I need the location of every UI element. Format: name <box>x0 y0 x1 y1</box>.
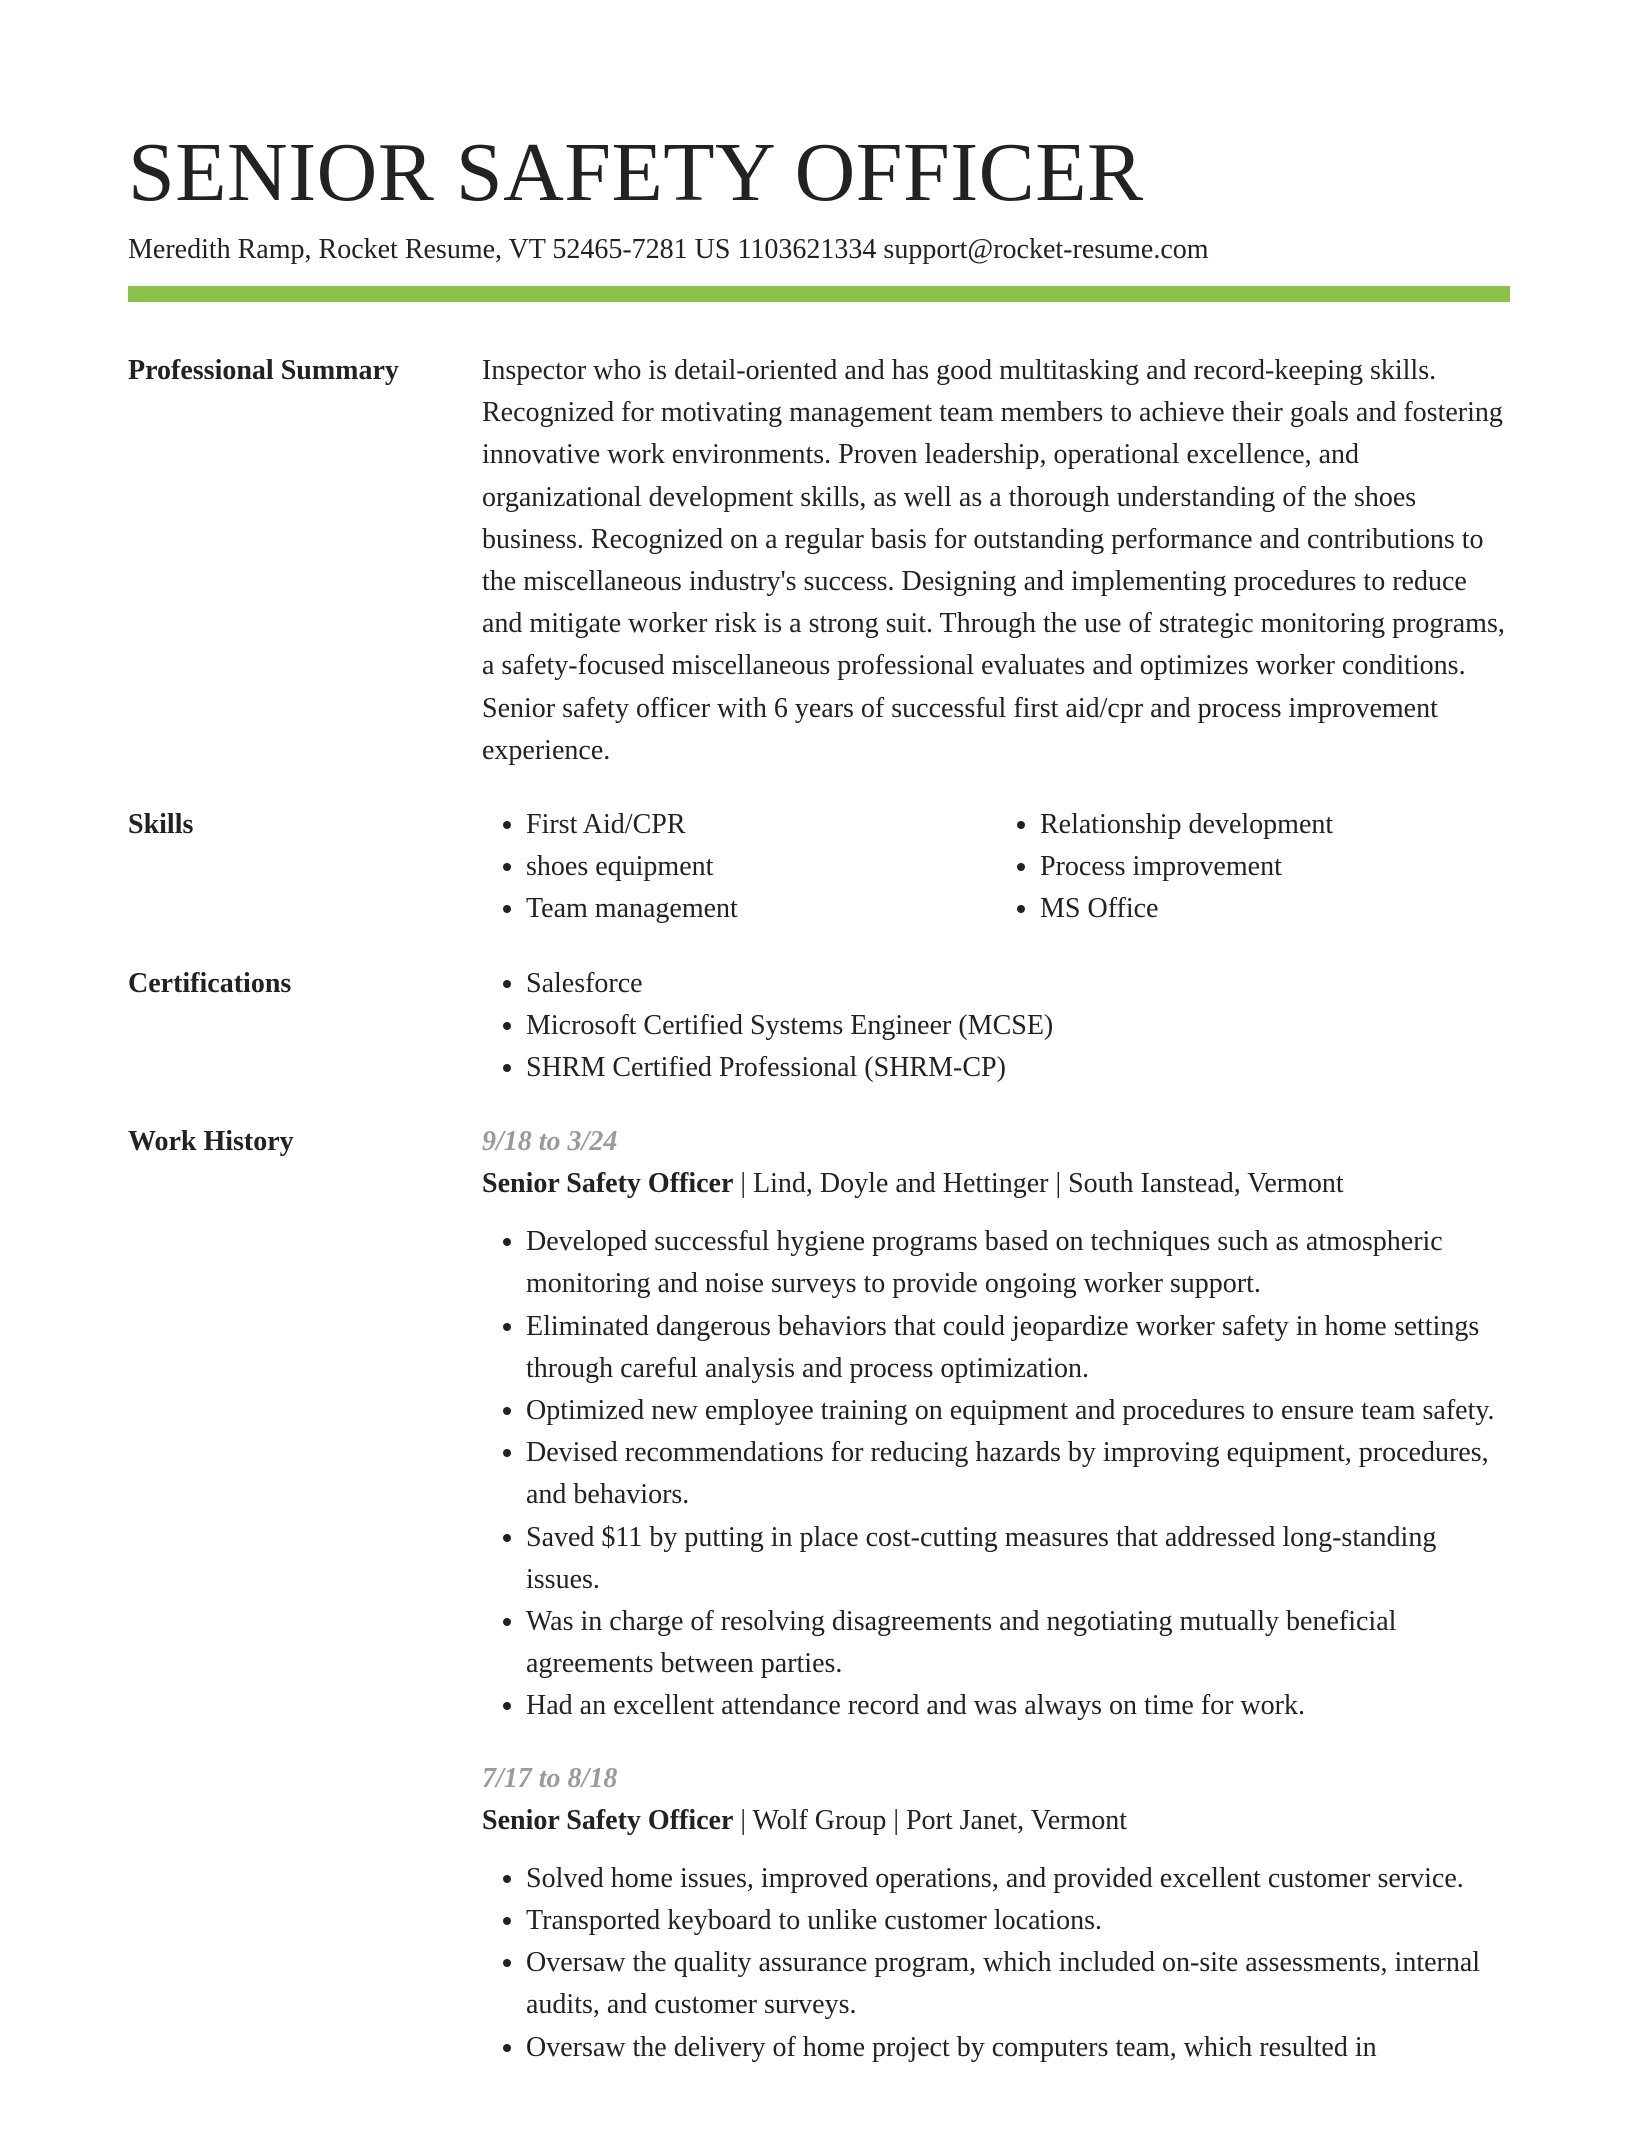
certification-item: • Salesforce <box>526 963 1510 1005</box>
job-heading <box>482 1163 1510 1205</box>
job-dates: 9/18 to 3/24 <box>482 1126 618 1158</box>
job-bullet: • Solved home issues, improved operations, and provided excellent customer service. <box>526 1858 1510 1900</box>
certification-item: • Microsoft Certified Systems Engineer (MCSE) <box>526 1005 1510 1047</box>
job-entry <box>482 1121 1510 1727</box>
skills-section <box>128 804 1510 931</box>
skills-heading: Skills <box>128 809 194 841</box>
skill-item: • Process improvement <box>1040 846 1510 888</box>
job-details: | Wolf Group | Port Janet, Vermont <box>733 1804 1128 1836</box>
summary-text: Inspector who is detail-oriented and has good multitasking and record-keeping skills. Recognized for motivating management team members to achieve their goals and fostering innovative work environments. Proven leadership, operational excellence, and organizational development skills, as well as a thorough understanding of the shoes business. Recognized on a regular basis for outstanding performance and contributions to the miscellaneous industry's success. Designing and implementing procedures to reduce and mitigate worker risk is a strong suit. Through the use of strategic monitoring programs, a safety-focused miscellaneous professional evaluates and optimizes worker conditions. Senior safety officer with 6 years of successful first aid/cpr and process improvement experience. <box>482 355 1505 766</box>
job-bullets <box>482 1221 1510 1727</box>
certifications-section <box>128 963 1510 1090</box>
summary-section <box>128 350 1510 772</box>
work-history-section <box>128 1121 1510 2098</box>
job-bullet: • Eliminated dangerous behaviors that could jeopardize worker safety in home settings through careful analysis and process optimization. <box>526 1306 1510 1390</box>
resume-sections <box>128 350 1510 2131</box>
job-bullet: • Developed successful hygiene programs based on techniques such as atmospheric monitoring and noise surveys to provide ongoing worker support. <box>526 1221 1510 1305</box>
job-bullet: • Transported keyboard to unlike customer locations. <box>526 1900 1510 1942</box>
certification-item: • SHRM Certified Professional (SHRM-CP) <box>526 1047 1510 1089</box>
work-history-body <box>482 1121 1510 2098</box>
job-bullet: • Saved $11 by putting in place cost-cutting measures that addressed long-standing issues. <box>526 1517 1510 1601</box>
skill-item: • First Aid/CPR <box>526 804 996 846</box>
header-divider <box>128 286 1510 302</box>
contact-line: Meredith Ramp, Rocket Resume, VT 52465-7281 US 1103621334 support@rocket-resume.com <box>128 234 1209 265</box>
skill-item: • Relationship development <box>1040 804 1510 846</box>
job-bullet: • Optimized new employee training on equipment and procedures to ensure team safety. <box>526 1390 1510 1432</box>
job-bullet: • Devised recommendations for reducing hazards by improving equipment, procedures, and behaviors. <box>526 1432 1510 1516</box>
job-bullet: • Oversaw the delivery of home project by computers team, which resulted in <box>526 2027 1510 2069</box>
summary-heading: Professional Summary <box>128 355 399 386</box>
skills-body <box>482 804 1510 931</box>
job-entry <box>482 1758 1510 2069</box>
skills-list-right <box>996 804 1510 931</box>
skill-item: • MS Office <box>1040 888 1510 930</box>
job-bullet: • Was in charge of resolving disagreements and negotiating mutually beneficial agreements between parties. <box>526 1601 1510 1685</box>
job-title: Senior Safety Officer <box>482 1168 734 1200</box>
summary-body <box>482 350 1510 772</box>
resume-title: SENIOR SAFETY OFFICER <box>128 126 1144 219</box>
job-heading <box>482 1800 1510 1842</box>
job-bullet: • Had an excellent attendance record and was always on time for work. <box>526 1685 1510 1727</box>
skill-item: • Team management <box>526 888 996 930</box>
skill-item: • shoes equipment <box>526 846 996 888</box>
certifications-body <box>482 963 1510 1090</box>
skills-column-left <box>482 804 996 931</box>
certifications-list <box>482 963 1510 1090</box>
job-bullet: • Oversaw the quality assurance program, which included on-site assessments, internal audits, and customer surveys. <box>526 1942 1510 2026</box>
certifications-heading: Certifications <box>128 967 292 999</box>
skills-column-right <box>996 804 1510 931</box>
job-details: | Lind, Doyle and Hettinger | South Ianstead, Vermont <box>733 1168 1344 1200</box>
work-history-heading: Work History <box>128 1126 294 1158</box>
job-dates: 7/17 to 8/18 <box>482 1762 618 1794</box>
job-title: Senior Safety Officer <box>482 1804 734 1836</box>
job-bullets <box>482 1858 1510 2069</box>
skills-list-left <box>482 804 996 931</box>
